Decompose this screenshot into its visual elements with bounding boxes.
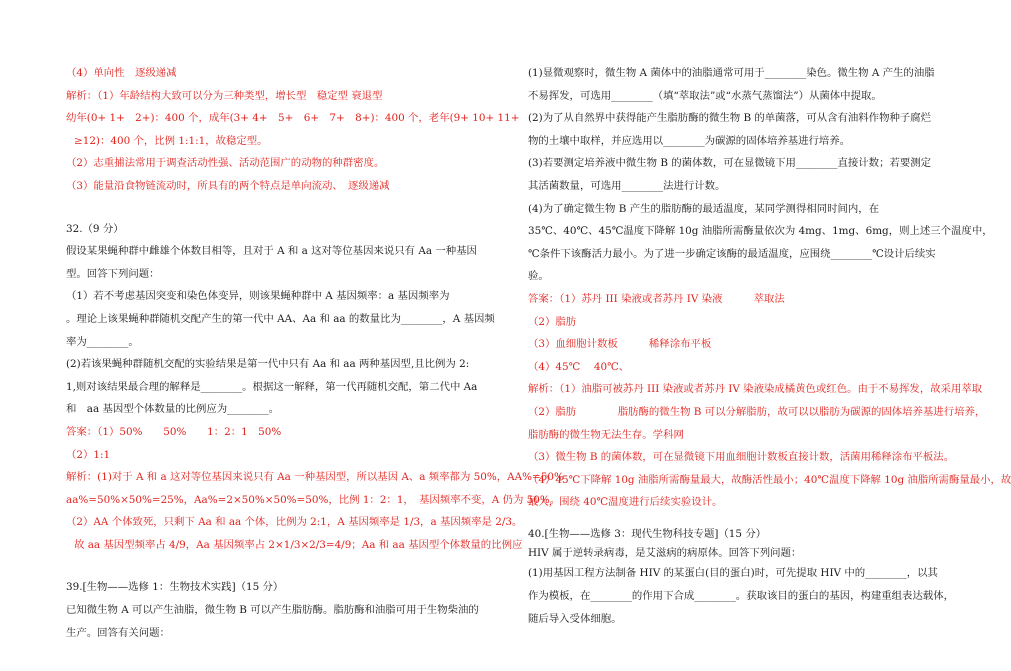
q39-question-line: (1)显微观察时，微生物 A 菌体中的油脂通常可用于________染色。微生物 A 产生的油脂 bbox=[528, 67, 935, 79]
q32-line: 1,则对该结果最合理的解释是________。根据这一解释，第一代再随机交配，第二代中 Aa bbox=[66, 380, 478, 393]
q39-answer-line: （2）脂肪 bbox=[528, 315, 577, 328]
q31-line: 幼年(0+ 1+ 2+)：400 个，成年(3+ 4+ 5+ 6+ 7+ 8+)：400 个，老年(9+ 10+ 11+ bbox=[66, 112, 520, 125]
q31-line: （4）单向性 逐级递减 bbox=[66, 67, 177, 79]
q32-explanation-line: 故 aa 基因型频率占 4/9，Aa 基因频率占 2×1/3×2/3=4/9；Aa 和 aa 基因型个体数量的比例应 bbox=[74, 538, 523, 551]
q39-explanation-line: （4）45℃下降解 10g 油脂所需酶量最大，故酶活性最小；40℃温度下降解 10g 油脂所需酶量最小，故 bbox=[528, 473, 1011, 486]
q39-explanation-line: 最大，围绕 40℃温度进行后续实验设计。 bbox=[528, 496, 723, 509]
q39-explanation-line: 解析：（1）油脂可被苏丹 III 染液或者苏丹 IV 染液染成橘黄色或红色。由于不易挥发，故采用萃取 bbox=[528, 383, 983, 396]
q39-answer-line: 答案：（1）苏丹 III 染液或者苏丹 IV 染液 萃取法 bbox=[528, 292, 785, 305]
q39-question-line: 验。 bbox=[528, 270, 549, 283]
q39-question-line: 35℃、40℃、45℃温度下降解 10g 油脂所需酶量依次为 4mg、1mg、6mg，则上述三个温度中， bbox=[528, 225, 993, 238]
q39-answer-line: （4）45℃ 40℃、 bbox=[528, 360, 630, 373]
q32-line: （1）若不考虑基因突变和染色体变异，则该果蝇种群中 A 基因频率：a 基因频率为 bbox=[66, 290, 450, 303]
q39-explanation-line: （3）微生物 B 的菌体数，可在显微镜下用血细胞计数板直接计数，活菌用稀释涂布平板法。 bbox=[528, 451, 955, 464]
q32-line: 假设某果蝇种群中雌雄个体数目相等，且对于 A 和 a 这对等位基因来说只有 Aa 一种基因 bbox=[66, 245, 477, 258]
q31-answer-block bbox=[66, 62, 520, 198]
q32-answer-line: 答案：（1）50% 50% 1：2：1 50% bbox=[66, 425, 282, 438]
q32-line: 。理论上该果蝇种群随机交配产生的第一代中 AA、Aa 和 aa 的数量比为________，A 基因频 bbox=[66, 312, 495, 325]
q40-title: 40.[生物——选修 3：现代生物科技专题]（15 分） bbox=[528, 527, 767, 540]
q31-line: （3）能量沿食物链流动时，所具有的两个特点是单向流动、 逐级递减 bbox=[66, 179, 390, 192]
q32-explanation-line: aa%=50%×50%=25%，Aa%=2×50%×50%=50%，比例 1：2：1， 基因频率不变，A 仍为 50%。 bbox=[66, 493, 561, 506]
q40-line: 随后导入受体细胞。 bbox=[528, 612, 622, 625]
q39-answer-line: （3）血细胞计数板 稀释涂布平板 bbox=[528, 338, 712, 351]
q32-line: 型。回答下列问题： bbox=[66, 267, 160, 280]
q32-explanation-line: （2）AA 个体致死，只剩下 Aa 和 aa 个体，比例为 2:1，A 基因频率是 1/3，a 基因频率是 2/3。 bbox=[66, 516, 523, 529]
q31-line: ≥12)：400 个，比例 1:1:1，故稳定型。 bbox=[74, 134, 268, 147]
q39-intro-line: 已知微生物 A 可以产生油脂，微生物 B 可以产生脂肪酶。脂肪酶和油脂可用于生物柴油的 bbox=[66, 604, 479, 617]
q39-answer bbox=[528, 288, 1011, 514]
q39-question-line: 物的土壤中取样，并应选用以________为碳源的固体培养基进行培养。 bbox=[528, 134, 851, 147]
q39-title: 39.[生物——选修 1：生物技术实践]（15 分） bbox=[66, 581, 284, 594]
q32-line: 和 aa 基因型个体数量的比例应为________。 bbox=[66, 403, 280, 416]
q39-question-line: (3)若要测定培养液中微生物 B 的菌体数，可在显微镜下用________直接计数；若要测定 bbox=[528, 157, 932, 170]
q39-question-line: ℃条件下该酶活力最小。为了进一步确定该酶的最适温度，应围绕________℃设计后续实 bbox=[528, 247, 936, 260]
q39-explanation-line: （2）脂肪 脂肪酶的微生物 B 可以分解脂肪，故可以以脂肪为碳源的固体培养基进行培养， bbox=[528, 405, 986, 418]
q32-title: 32.（9 分） bbox=[66, 222, 124, 235]
q40-line: 作为模板，在________的作用下合成________。获取该目的蛋白的基因，构建重组表达载体， bbox=[528, 590, 955, 603]
q39-question-line: (4)为了确定微生物 B 产生的脂肪酶的最适温度，某同学测得相同时间内，在 bbox=[528, 202, 880, 215]
q40-line: HIV 属于逆转录病毒，是艾滋病的病原体。回答下列问题： bbox=[528, 547, 802, 560]
q31-line: （2）志重捕法常用于调查活动性强、活动范围广的动物的种群密度。 bbox=[66, 157, 385, 170]
q39-explanation-line: 脂肪酶的微生物无法生存。学科网 bbox=[528, 428, 684, 441]
right-column bbox=[528, 62, 1011, 630]
q39-question-line: 其活菌数量，可选用________法进行计数。 bbox=[528, 179, 726, 192]
q39-questions bbox=[528, 62, 993, 288]
q40-line: (1)用基因工程方法制备 HIV 的某蛋白(目的蛋白)时，可先提取 HIV 中的________，以其 bbox=[528, 567, 938, 580]
q32-answer-line: （2）1:1 bbox=[66, 448, 111, 461]
q39-question-line: 不易挥发，可选用________（填“萃取法”或“水蒸气蒸馏法”）从菌体中提取。 bbox=[528, 89, 882, 102]
q32-question bbox=[66, 240, 496, 421]
q39-question-line: (2)为了从自然界中获得能产生脂肪酶的微生物 B 的单菌落，可从含有油料作物种子腐烂 bbox=[528, 112, 932, 125]
q39-intro-line: 生产。回答有关问题： bbox=[66, 626, 170, 639]
q32-line: (2)若该果蝇种群随机交配的实验结果是第一代中只有 Aa 和 aa 两种基因型,且比例为 2: bbox=[66, 358, 470, 371]
q32-explanation-line: 解析：(1)对于 A 和 a 这对等位基因来说只有 Aa 一种基因型，所以基因 A、a 频率都为 50%，AA%=50% bbox=[66, 471, 564, 484]
q31-line: 解析：（1）年龄结构大致可以分为三种类型，增长型 稳定型 衰退型 bbox=[66, 89, 383, 102]
q32-answer bbox=[66, 421, 564, 557]
q40-question bbox=[528, 545, 955, 630]
q32-line: 率为________。 bbox=[66, 335, 139, 348]
